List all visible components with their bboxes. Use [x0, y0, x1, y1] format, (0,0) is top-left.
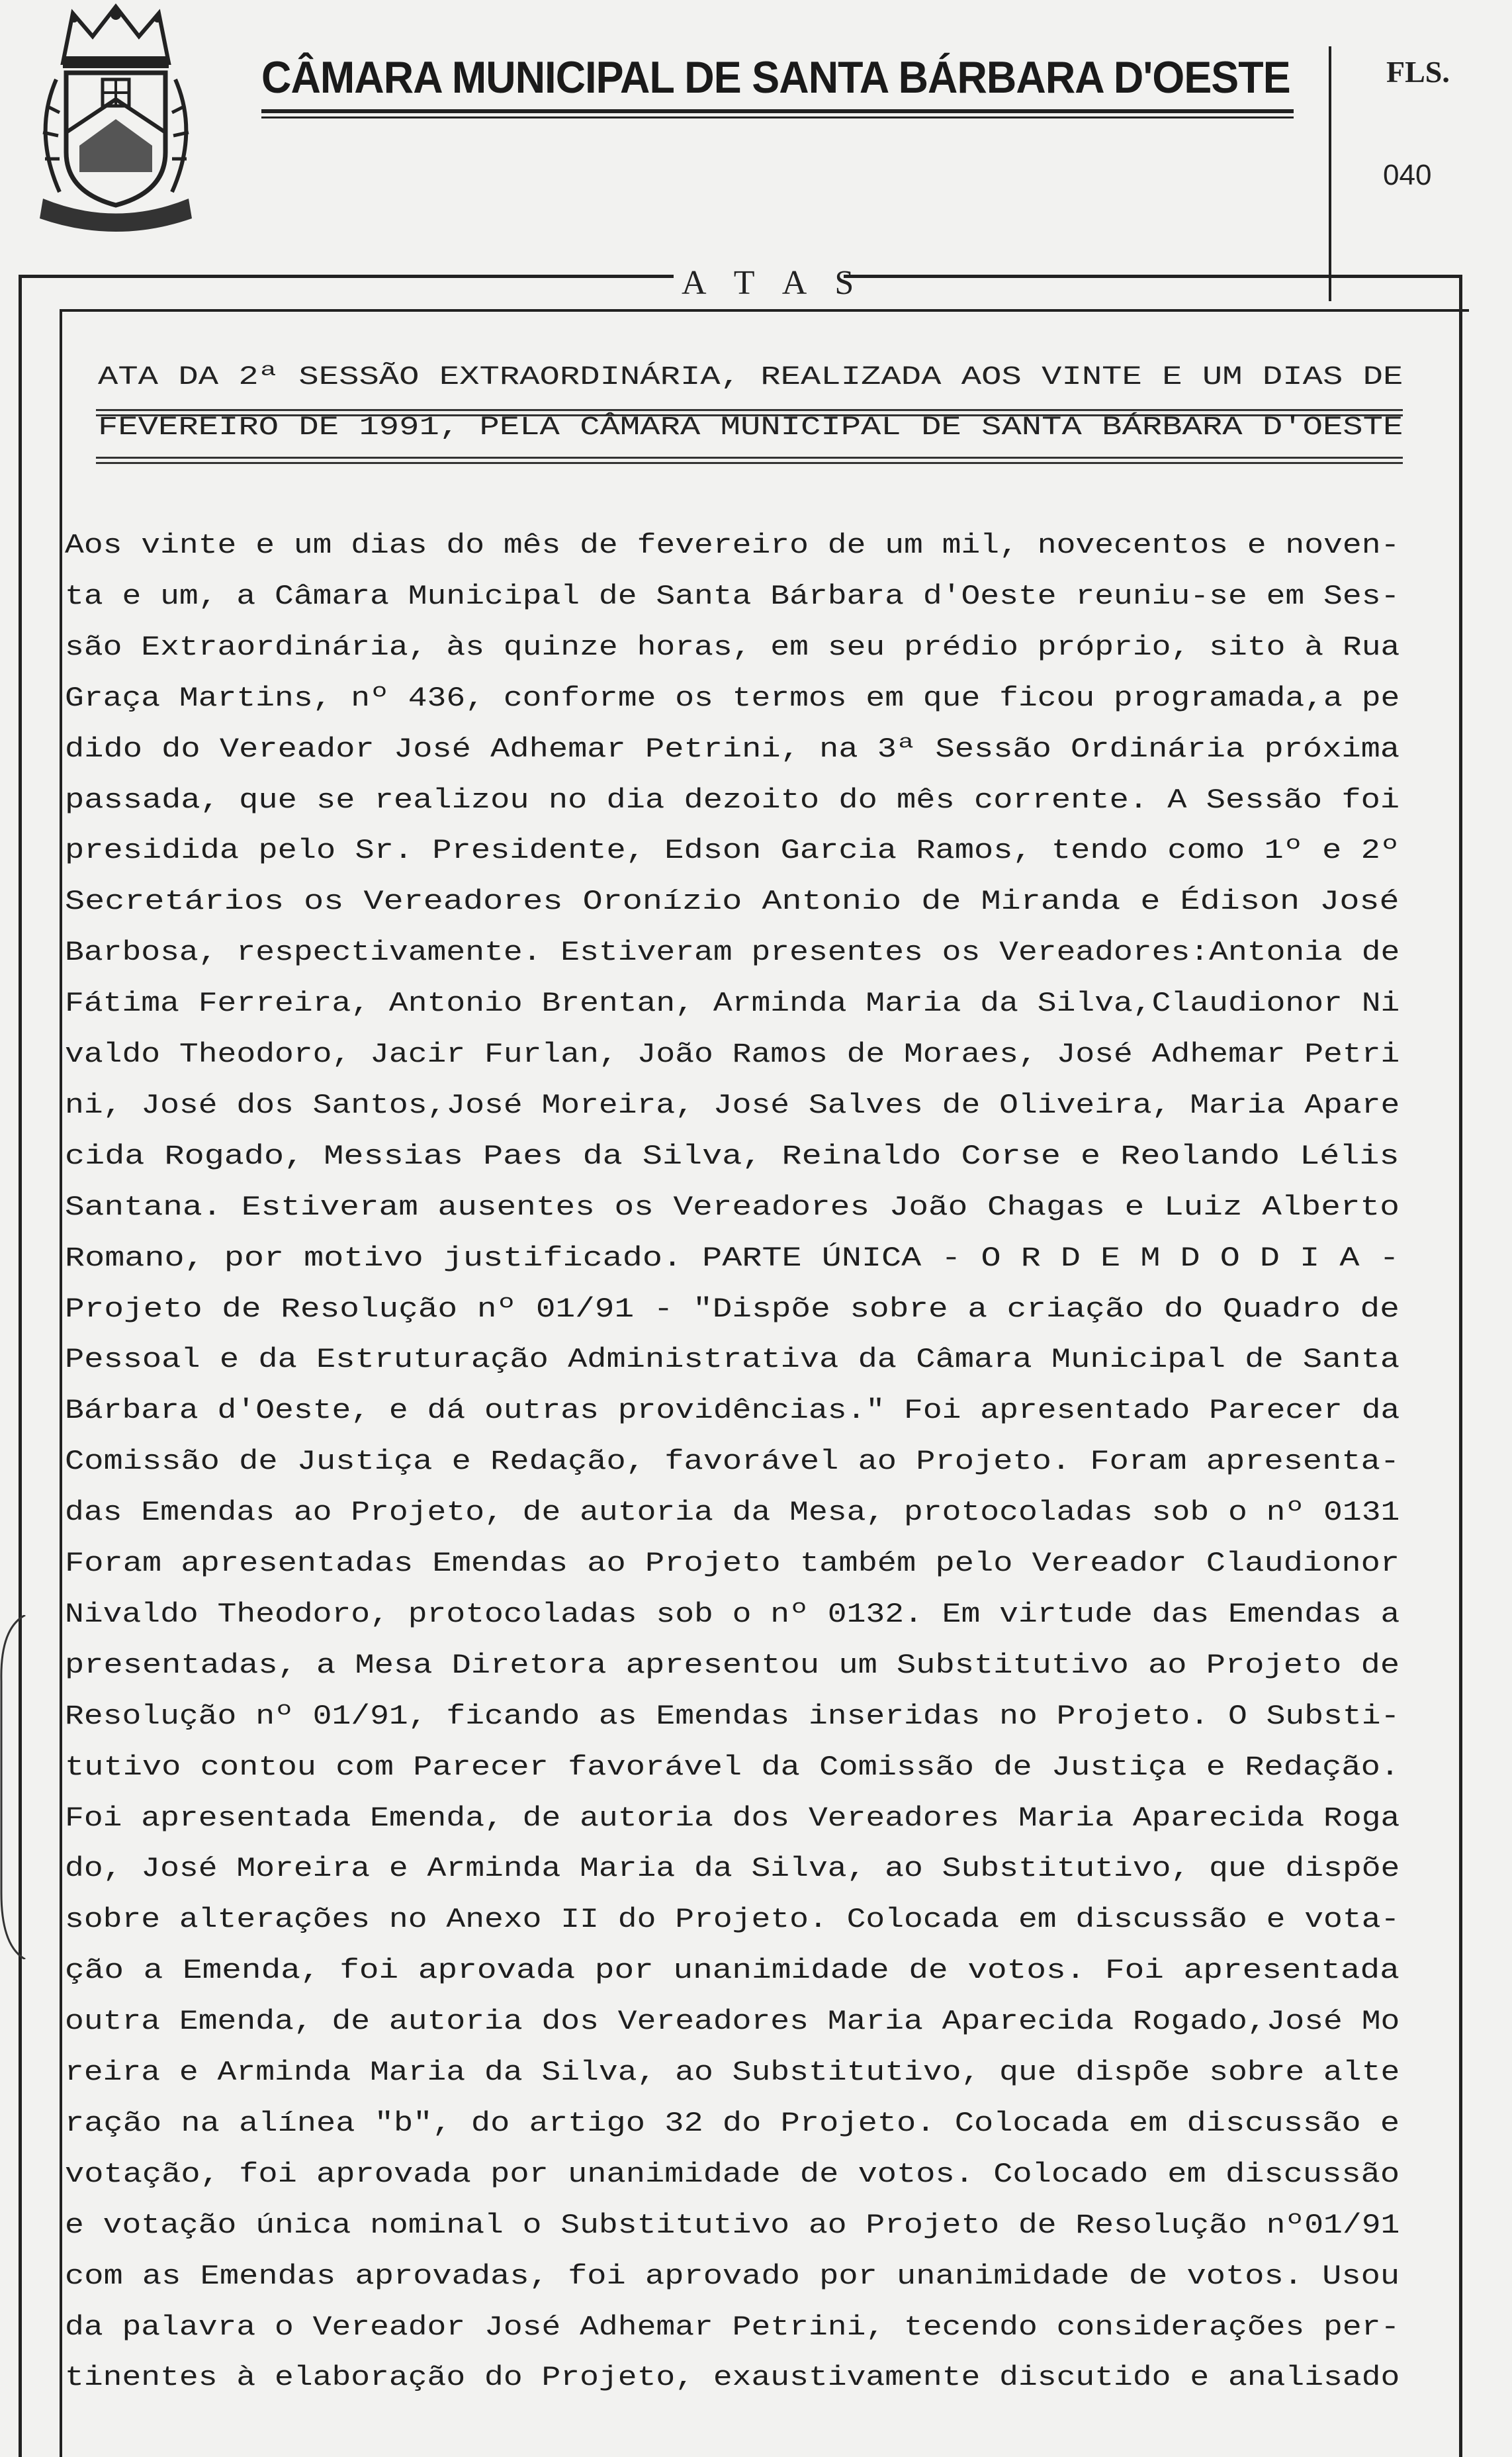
title-underline — [96, 409, 1403, 411]
body-text-line: Nivaldo Theodoro, protocoladas sob o nº 0132. Em virtude das Emendas a — [65, 1598, 1400, 1630]
header-divider — [1329, 46, 1331, 301]
document-title-line: FEVEREIRO DE 1991, PELA CÂMARA MUNICIPAL DE SANTA BÁRBARA D'OESTE — [98, 413, 1403, 443]
body-text-line: cida Rogado, Messias Paes da Silva, Reinaldo Corse e Reolando Lélis — [65, 1140, 1400, 1172]
frame-line — [60, 309, 62, 2457]
body-text-line: presidida pelo Sr. Presidente, Edson Garcia Ramos, tendo como 1º e 2º — [65, 835, 1400, 867]
body-text-line: Resolução nº 01/91, ficando as Emendas inseridas no Projeto. O Substi- — [65, 1700, 1400, 1732]
body-text-line: ni, José dos Santos,José Moreira, José Salves de Oliveira, Maria Apare — [65, 1089, 1400, 1121]
body-text-line: Comissão de Justiça e Redação, favorável ao Projeto. Foram apresenta- — [65, 1446, 1400, 1478]
body-text-line: Romano, por motivo justificado. PARTE ÚNICA - O R D E M D O D I A - — [65, 1242, 1400, 1274]
body-text-line: reira e Arminda Maria da Silva, ao Substitutivo, que dispõe sobre alte — [65, 2057, 1400, 2088]
folio-number: 040 — [1383, 159, 1432, 191]
section-title: A T A S — [682, 264, 865, 302]
body-text-line: Projeto de Resolução nº 01/91 - "Dispõe sobre a criação do Quadro de — [65, 1293, 1400, 1325]
margin-bracket-mark — [0, 1615, 26, 1959]
frame-line — [844, 275, 1462, 278]
body-text-line: ração na alínea "b", do artigo 32 do Projeto. Colocada em discussão e — [65, 2107, 1400, 2139]
title-underline — [96, 457, 1403, 459]
title-underline — [96, 462, 1403, 464]
body-text-line: ta e um, a Câmara Municipal de Santa Bárbara d'Oeste reuniu-se em Ses- — [65, 580, 1400, 612]
body-text-line: Bárbara d'Oeste, e dá outras providências." Foi apresentado Parecer da — [65, 1395, 1400, 1427]
frame-line — [1459, 275, 1462, 2457]
body-text-line: Foi apresentada Emenda, de autoria dos Vereadores Maria Aparecida Roga — [65, 1802, 1400, 1834]
body-text-line: sobre alterações no Anexo II do Projeto. Colocada em discussão e vota- — [65, 1904, 1400, 1936]
body-text-line: e votação única nominal o Substitutivo ao Projeto de Resolução nº01/91 — [65, 2209, 1400, 2241]
body-text-line: tinentes à elaboração do Projeto, exaustivamente discutido e analisado — [65, 2362, 1400, 2394]
body-text-line: tutivo contou com Parecer favorável da Comissão de Justiça e Redação. — [65, 1751, 1400, 1783]
body-text-line: dido do Vereador José Adhemar Petrini, na 3ª Sessão Ordinária próxima — [65, 733, 1400, 765]
body-text-line: Pessoal e da Estruturação Administrativa da Câmara Municipal de Santa — [65, 1344, 1400, 1376]
body-text-line: da palavra o Vereador José Adhemar Petrini, tecendo considerações per- — [65, 2311, 1400, 2343]
frame-line — [60, 309, 1469, 312]
body-text-line: Foram apresentadas Emendas ao Projeto também pelo Vereador Claudionor — [65, 1548, 1400, 1579]
body-text-line: das Emendas ao Projeto, de autoria da Mesa, protocoladas sob o nº 0131 — [65, 1497, 1400, 1529]
body-text-line: presentadas, a Mesa Diretora apresentou um Substitutivo ao Projeto de — [65, 1649, 1400, 1681]
body-text-line: ção a Emenda, foi aprovada por unanimidade de votos. Foi apresentada — [65, 1955, 1400, 1987]
body-text-line: outra Emenda, de autoria dos Vereadores Maria Aparecida Rogado,José Mo — [65, 2006, 1400, 2038]
body-text-line: Graça Martins, nº 436, conforme os termos em que ficou programada,a pe — [65, 682, 1400, 714]
municipal-coat-of-arms-icon — [26, 0, 205, 238]
fls-label: FLS. — [1386, 55, 1450, 89]
body-text-line: Aos vinte e um dias do mês de fevereiro de um mil, novecentos e noven- — [65, 530, 1400, 561]
body-text-line: passada, que se realizou no dia dezoito do mês corrente. A Sessão foi — [65, 784, 1400, 816]
body-text-line: são Extraordinária, às quinze horas, em seu prédio próprio, sito à Rua — [65, 631, 1400, 663]
body-text-line: com as Emendas aprovadas, foi aprovado por unanimidade de votos. Usou — [65, 2260, 1400, 2292]
body-text-line: do, José Moreira e Arminda Maria da Silva, ao Substitutivo, que dispõe — [65, 1853, 1400, 1885]
body-text-line: votação, foi aprovada por unanimidade de votos. Colocado em discussão — [65, 2158, 1400, 2190]
frame-line — [19, 275, 674, 278]
document-title-line: ATA DA 2ª SESSÃO EXTRAORDINÁRIA, REALIZADA AOS VINTE E UM DIAS DE — [98, 363, 1403, 393]
body-text-line: Fátima Ferreira, Antonio Brentan, Arminda Maria da Silva,Claudionor Ni — [65, 988, 1400, 1020]
header-rule — [261, 109, 1294, 113]
header-rule — [261, 116, 1294, 118]
frame-line — [19, 275, 22, 2457]
institution-name: CÂMARA MUNICIPAL DE SANTA BÁRBARA D'OESTE — [261, 52, 1290, 103]
body-text-line: Barbosa, respectivamente. Estiveram presentes os Vereadores:Antonia de — [65, 937, 1400, 969]
body-text-line: valdo Theodoro, Jacir Furlan, João Ramos de Moraes, José Adhemar Petri — [65, 1039, 1400, 1070]
body-text-line: Santana. Estiveram ausentes os Vereadores João Chagas e Luiz Alberto — [65, 1191, 1400, 1223]
body-text-line: Secretários os Vereadores Oronízio Antonio de Miranda e Édison José — [65, 886, 1400, 918]
